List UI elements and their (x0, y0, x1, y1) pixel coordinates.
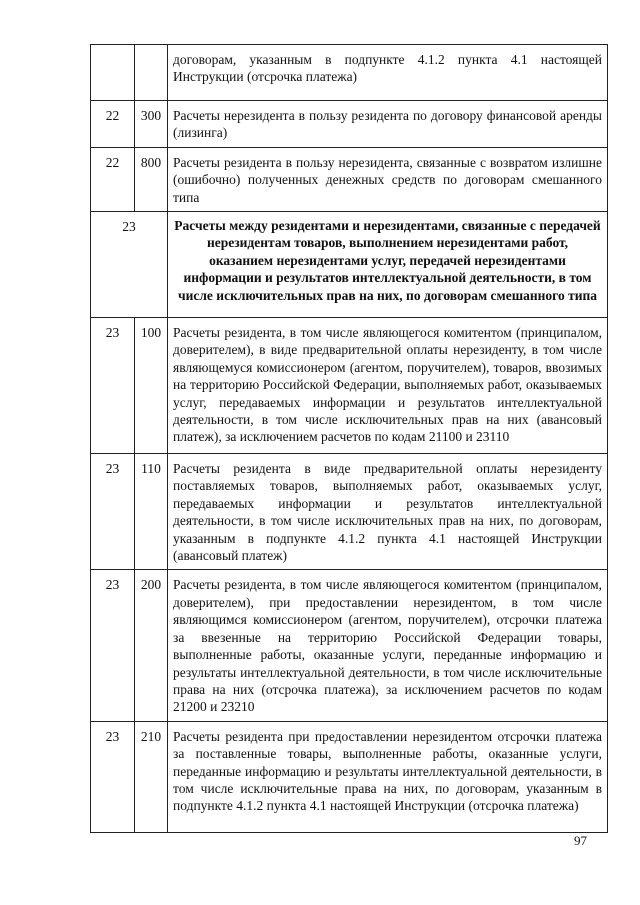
group-code-cell (91, 45, 135, 101)
description-cell: Расчеты резидента в виде предварительной оплаты нерезиденту поставляемых товаров, выполняемых работ, оказываемых услуг, передаваемых информации и результатов интеллектуальной деятельности, в том числе исключительных прав на них, по договорам, указанным в подпункте 4.1.2 пункта 4.1 настоящей Инструкции (авансовый платеж) (168, 454, 608, 570)
page-number: 97 (574, 833, 587, 848)
description-cell: Расчеты резидента, в том числе являющегося комитентом (принципалом, доверителем), при предоставлении нерезидентом, в том числе являющимся комиссионером (агентом, поручителем), отсрочки платежа за ввезенные на территорию Российской Федерации товары, выполненные работы, оказанные услуги, переданные информацию и результаты интеллектуальной деятельности, в том числе исключительные права на них (отсрочка платежа), за исключением расчетов по кодам 21200 и 23210 (168, 570, 608, 721)
table-row (91, 454, 608, 570)
operation-code-cell: 800 (135, 147, 168, 211)
description-cell: Расчеты нерезидента в пользу резидента по договору финансовой аренды (лизинга) (168, 101, 608, 148)
operation-code-cell (135, 45, 168, 101)
operation-code-cell: 100 (135, 318, 168, 454)
table-row (91, 570, 608, 721)
operation-code-cell: 200 (135, 570, 168, 721)
table-row (91, 721, 608, 832)
operation-code-cell: 110 (135, 454, 168, 570)
description-cell: Расчеты резидента, в том числе являющегося комитентом (принципалом, доверителем), в виде предварительной оплаты нерезиденту, в том числе являющемуся комиссионером (агентом, поручителем), товаров, ввозимых на территорию Российской Федерации, выполняемых работ, оказываемых услуг, передаваемых информации и результатов интеллектуальной деятельности, в том числе исключительных прав на них (авансовый платеж), за исключением расчетов по кодам 21100 и 23110 (168, 318, 608, 454)
section-heading-row (91, 212, 608, 318)
group-code-cell: 23 (91, 454, 135, 570)
group-code-cell: 23 (91, 721, 135, 832)
section-heading: Расчеты между резидентами и нерезидентами, связанные с передачей нерезидентам товаров, выполнением нерезидентами работ, оказанием нерезидентами услуг, передачей нерезидентами информации и результатов интеллектуальной деятельности, в том числе исключительных прав на них, по договорам смешанного типа (168, 212, 608, 318)
table-row (91, 147, 608, 211)
group-code-cell: 23 (91, 570, 135, 721)
description-cell: Расчеты резидента в пользу нерезидента, связанные с возвратом излишне (ошибочно) полученных денежных средств по договорам смешанного типа (168, 147, 608, 211)
table-row (91, 101, 608, 148)
table-row (91, 318, 608, 454)
description-cell: Расчеты резидента при предоставлении нерезидентом отсрочки платежа за поставленные товары, выполненные работы, оказанные услуги, переданные информацию и результаты интеллектуальной деятельности, в том числе исключительные права на них, по договорам, указанным в подпункте 4.1.2 пункта 4.1 настоящей Инструкции (отсрочка платежа) (168, 721, 608, 832)
table-row (91, 45, 608, 101)
group-code-cell: 23 (91, 318, 135, 454)
group-code-cell: 22 (91, 147, 135, 211)
operation-code-cell: 210 (135, 721, 168, 832)
operation-code-cell: 300 (135, 101, 168, 148)
description-cell: договорам, указанным в подпункте 4.1.2 пункта 4.1 настоящей Инструкции (отсрочка платежа) (168, 45, 608, 101)
operation-codes-table (90, 44, 608, 833)
group-code-cell: 22 (91, 101, 135, 148)
group-code-cell: 23 (91, 212, 168, 318)
